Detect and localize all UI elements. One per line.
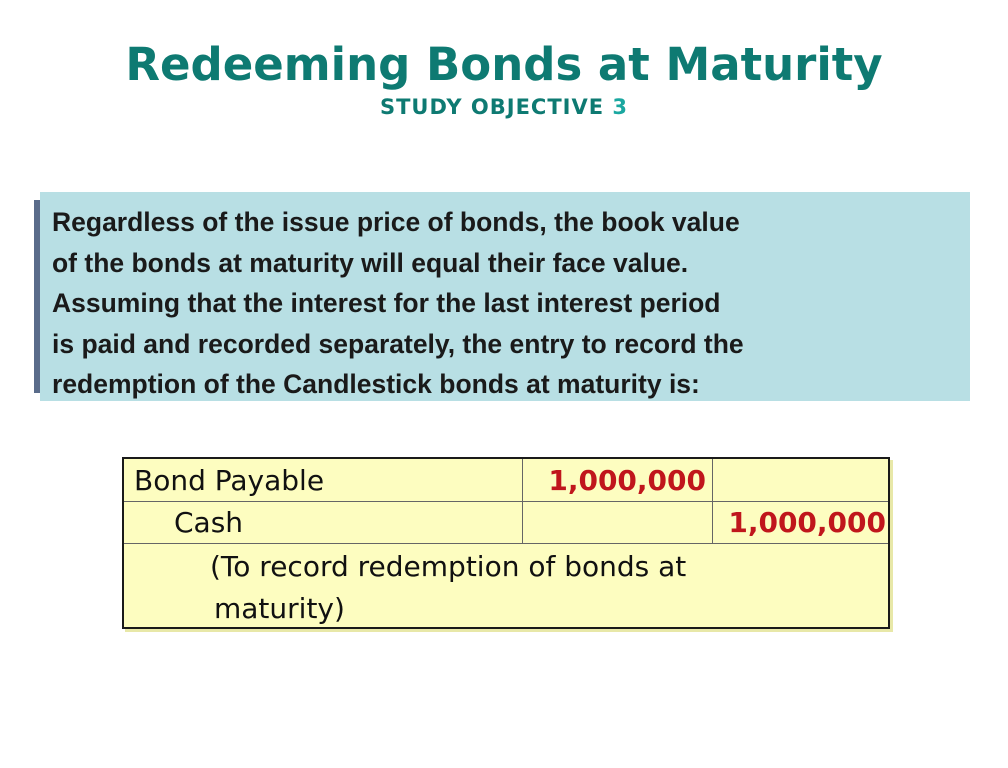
debit-amount: 1,000,000 xyxy=(548,464,706,497)
info-line-2: of the bonds at maturity will equal their face value. xyxy=(52,247,689,278)
entry-explanation-line-1: (To record redemption of bonds at xyxy=(210,550,687,583)
account-bond-payable: Bond Payable xyxy=(134,464,325,497)
journal-entry-table xyxy=(122,457,890,629)
study-objective xyxy=(0,95,1008,119)
account-cash: Cash xyxy=(174,506,244,539)
entry-explanation-line-2: maturity) xyxy=(214,592,345,625)
info-line-4: is paid and recorded separately, the entry to record the xyxy=(52,328,744,359)
info-box xyxy=(40,192,970,401)
row-divider-2 xyxy=(124,543,888,544)
slide-title: Redeeming Bonds at Maturity xyxy=(125,38,883,91)
info-line-3: Assuming that the interest for the last interest period xyxy=(52,288,721,318)
study-objective-number: 3 xyxy=(612,95,629,119)
study-objective-label: STUDY OBJECTIVE xyxy=(379,95,605,119)
row-divider-1 xyxy=(124,501,888,502)
credit-amount: 1,000,000 xyxy=(728,506,886,539)
info-line-5: redemption of the Candlestick bonds at maturity is: xyxy=(52,369,700,399)
info-line-1: Regardless of the issue price of bonds, the book value xyxy=(52,207,740,237)
